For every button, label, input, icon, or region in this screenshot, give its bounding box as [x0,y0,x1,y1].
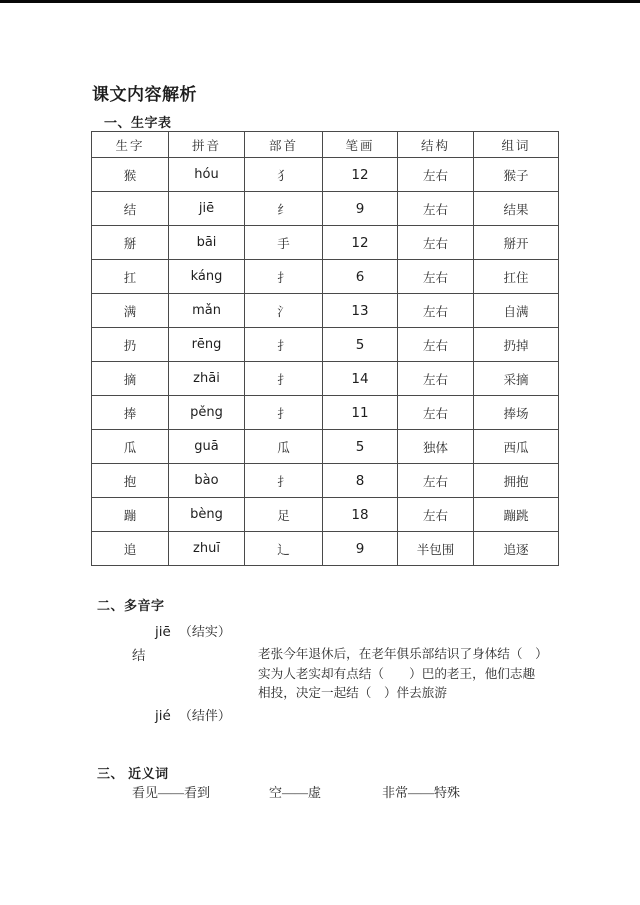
radical-cell: 扌 [245,396,323,430]
radical-cell: 氵 [245,294,323,328]
char-cell: 瓜 [92,430,169,464]
sentence-line: 老张今年退休后，在老年俱乐部结识了身体结（ ） [258,647,548,661]
char-cell: 扛 [92,260,169,294]
char-cell: 摘 [92,362,169,396]
sentence-line: 实为人老实却有点结（ ）巴的老王，他们志趣 [258,666,536,681]
structure-cell: 独体 [398,430,474,464]
structure-cell: 左右 [398,362,474,396]
word-cell: 拥抱 [474,464,559,498]
table-row [92,362,559,396]
word-table-body [92,158,559,566]
table-row [92,396,559,430]
structure-cell: 左右 [398,294,474,328]
word-cell: 扔掉 [474,328,559,362]
table-row [92,532,559,566]
strokes-cell: 18 [323,498,398,532]
strokes-cell: 12 [323,226,398,260]
radical-cell: 犭 [245,158,323,192]
char-cell: 捧 [92,396,169,430]
pinyin-cell: jiē [169,192,245,226]
radical-cell: 扌 [245,362,323,396]
sentence-line: 相投，决定一起结（ ）伴去旅游 [258,686,447,700]
char-cell: 掰 [92,226,169,260]
strokes-cell: 5 [323,328,398,362]
pinyin-cell: káng [169,260,245,294]
section1-heading: 一、生字表 [104,115,172,130]
table-row [92,430,559,464]
word-cell: 西瓜 [474,430,559,464]
structure-cell: 左右 [398,226,474,260]
section3-heading: 三、 近义词 [97,766,169,781]
word-cell: 追逐 [474,532,559,566]
radical-cell: 扌 [245,464,323,498]
word-cell: 捧场 [474,396,559,430]
table-row [92,328,559,362]
word-cell: 自满 [474,294,559,328]
char-cell: 抱 [92,464,169,498]
structure-cell: 左右 [398,158,474,192]
table-row [92,464,559,498]
radical-cell: 扌 [245,328,323,362]
structure-cell: 左右 [398,396,474,430]
structure-cell: 左右 [398,260,474,294]
char-cell: 满 [92,294,169,328]
strokes-cell: 12 [323,158,398,192]
word-cell: 掰开 [474,226,559,260]
radical-cell: 手 [245,226,323,260]
table-row [92,158,559,192]
table-row [92,192,559,226]
header-word: 组词 [474,132,559,158]
structure-cell: 半包围 [398,532,474,566]
strokes-cell: 9 [323,532,398,566]
pinyin-cell: bào [169,464,245,498]
pinyin-cell: guā [169,430,245,464]
word-table [91,131,559,566]
char-cell: 扔 [92,328,169,362]
strokes-cell: 11 [323,396,398,430]
pinyin-2: jié [155,708,171,724]
pronunciation-2 [155,705,231,724]
structure-cell: 左右 [398,192,474,226]
strokes-cell: 13 [323,294,398,328]
strokes-cell: 8 [323,464,398,498]
word-cell: 采摘 [474,362,559,396]
radical-cell: 纟 [245,192,323,226]
header-row [92,132,559,158]
char-cell: 结 [92,192,169,226]
structure-cell: 左右 [398,464,474,498]
radical-cell: 足 [245,498,323,532]
header-strokes: 笔画 [323,132,398,158]
pinyin-1: jiē [155,624,171,640]
fill-in-sentence [258,645,558,704]
pinyin-cell: mǎn [169,294,245,328]
header-structure: 结构 [398,132,474,158]
pinyin-cell: zhuī [169,532,245,566]
pinyin-cell: zhāi [169,362,245,396]
strokes-cell: 9 [323,192,398,226]
strokes-cell: 14 [323,362,398,396]
strokes-cell: 6 [323,260,398,294]
word-cell: 结果 [474,192,559,226]
synonym-pair: 非常——特殊 [382,785,461,800]
structure-cell: 左右 [398,498,474,532]
char-cell: 猴 [92,158,169,192]
word-cell: 扛住 [474,260,559,294]
page-title: 课文内容解析 [92,85,197,104]
pinyin-cell: pěng [169,396,245,430]
header-radical: 部首 [245,132,323,158]
pinyin-cell: rēng [169,328,245,362]
section2-heading: 二、多音字 [97,598,165,613]
word-cell: 蹦跳 [474,498,559,532]
top-border-bar [0,0,640,3]
pronunciation-1 [155,621,231,640]
synonym-pair: 看见——看到 [132,785,211,800]
pinyin-1-word: （结实） [178,624,231,639]
pinyin-cell: bāi [169,226,245,260]
char-cell: 蹦 [92,498,169,532]
table-row [92,498,559,532]
header-char: 生字 [92,132,169,158]
table-row [92,260,559,294]
word-table-header [92,132,559,158]
char-cell: 追 [92,532,169,566]
synonym-pair: 空——虚 [269,785,322,800]
polyphone-character: 结 [132,648,146,663]
pinyin-cell: hóu [169,158,245,192]
pinyin-2-word: （结伴） [178,708,231,723]
radical-cell: 辶 [245,532,323,566]
table-row [92,294,559,328]
radical-cell: 扌 [245,260,323,294]
word-cell: 猴子 [474,158,559,192]
structure-cell: 左右 [398,328,474,362]
strokes-cell: 5 [323,430,398,464]
table-row [92,226,559,260]
radical-cell: 瓜 [245,430,323,464]
header-pinyin: 拼音 [169,132,245,158]
pinyin-cell: bèng [169,498,245,532]
